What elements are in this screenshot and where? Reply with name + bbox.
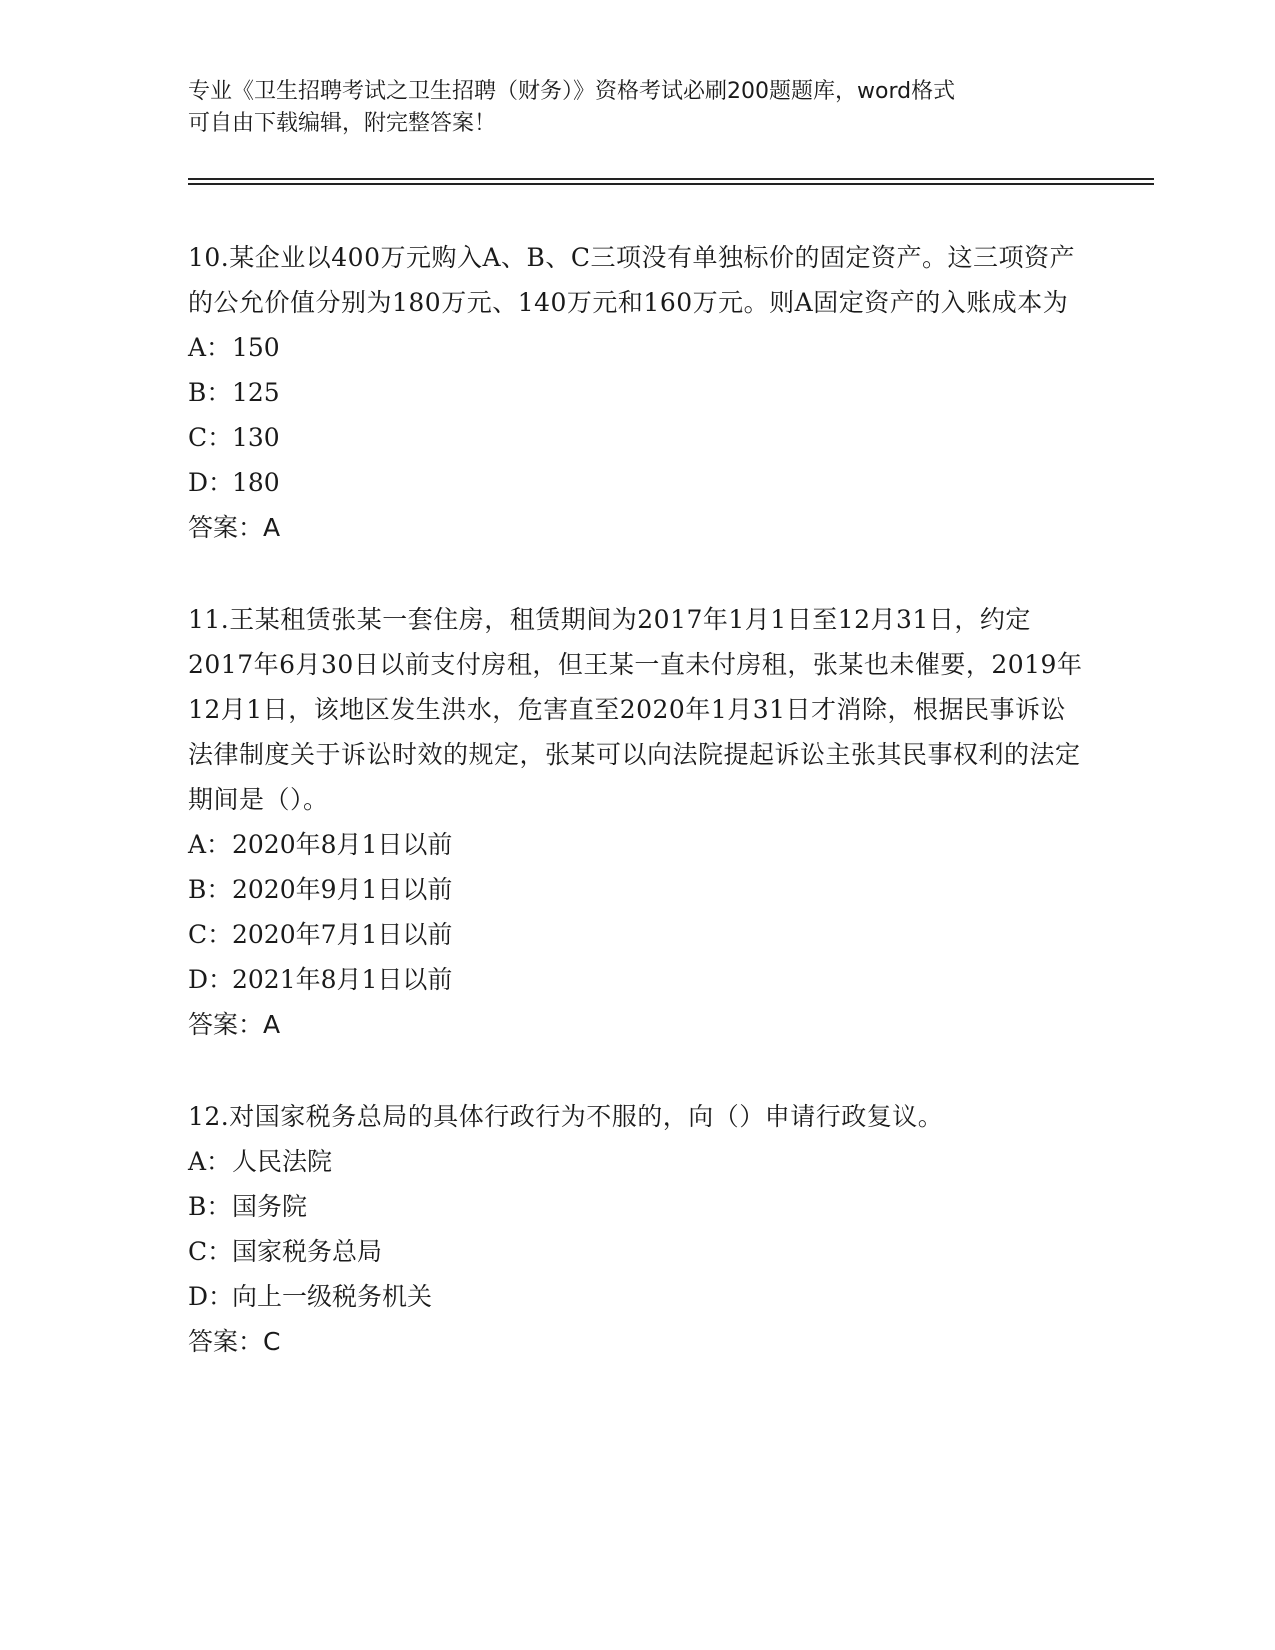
option-key: C：: [188, 423, 233, 452]
option-text: 2020年8月1日以前: [232, 830, 453, 859]
option-text: 人民法院: [232, 1147, 333, 1176]
option-b: [188, 1184, 1088, 1229]
option-key: B：: [188, 1192, 232, 1221]
option-a: [188, 822, 1088, 867]
option-c: [188, 1229, 1088, 1274]
option-text: 向上一级税务机关: [232, 1282, 433, 1311]
question-stem: 11.王某租赁张某一套住房，租赁期间为2017年1月1日至12月31日，约定2017年6月30日以前支付房租，但王某一直未付房租，张某也未催要，2019年12月1日，该地区发生洪水，危害直至2020年1月31日才消除，根据民事诉讼法律制度关于诉讼时效的规定，张某可以向法院提起诉讼主张其民事权利的法定期间是（）。: [188, 605, 1083, 814]
option-text: 130: [232, 423, 280, 452]
option-key: D：: [188, 1282, 234, 1311]
option-a: [188, 325, 1088, 370]
option-key: C：: [188, 920, 233, 949]
option-key: D：: [188, 965, 234, 994]
option-d: [188, 1274, 1088, 1319]
question-10: [188, 235, 1088, 551]
document-header: [188, 76, 1088, 140]
option-key: B：: [188, 378, 232, 407]
option-c: [188, 912, 1088, 957]
question-12: [188, 1094, 1088, 1365]
option-b: [188, 867, 1088, 912]
option-key: A：: [188, 830, 232, 859]
question-stem: 12.对国家税务总局的具体行政行为不服的，向（）申请行政复议。: [188, 1102, 944, 1131]
option-key: A：: [188, 333, 232, 362]
option-b: [188, 370, 1088, 415]
answer-line: 答案：C: [188, 1327, 281, 1356]
question-stem: 10.某企业以400万元购入A、B、C三项没有单独标价的固定资产。这三项资产的公允价值分别为180万元、140万元和160万元。则A固定资产的入账成本为: [188, 243, 1076, 317]
option-text: 150: [232, 333, 280, 362]
option-text: 180: [232, 468, 280, 497]
option-a: [188, 1139, 1088, 1184]
question-11: [188, 597, 1088, 1048]
option-c: [188, 415, 1088, 460]
header-line-2: 可自由下载编辑，附完整答案！: [188, 111, 497, 136]
option-text: 2020年9月1日以前: [232, 875, 453, 904]
option-key: A：: [188, 1147, 232, 1176]
option-key: C：: [188, 1237, 233, 1266]
answer-line: 答案：A: [188, 513, 281, 542]
option-text: 国务院: [232, 1192, 308, 1221]
option-key: B：: [188, 875, 232, 904]
option-text: 125: [232, 378, 280, 407]
option-d: [188, 460, 1088, 505]
option-text: 2021年8月1日以前: [232, 965, 453, 994]
option-text: 国家税务总局: [232, 1237, 383, 1266]
question-list: [188, 235, 1088, 1411]
option-d: [188, 957, 1088, 1002]
header-divider-bottom: [188, 183, 1154, 185]
header-line-1: 专业《卫生招聘考试之卫生招聘（财务）》资格考试必刷200题题库，word格式: [188, 79, 956, 104]
option-text: 2020年7月1日以前: [232, 920, 453, 949]
header-divider-top: [188, 178, 1154, 180]
answer-line: 答案：A: [188, 1010, 281, 1039]
option-key: D：: [188, 468, 234, 497]
